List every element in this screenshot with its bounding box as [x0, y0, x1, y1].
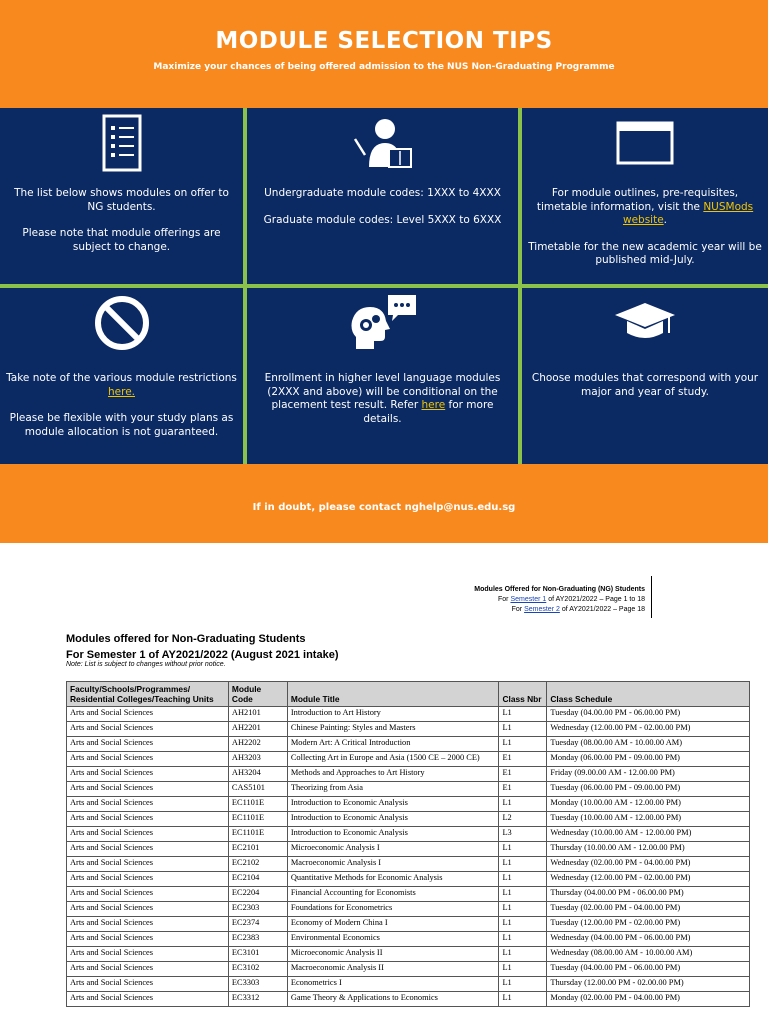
table-cell: Wednesday (04.00.00 PM - 06.00.00 PM) — [547, 932, 750, 947]
table-row — [67, 827, 750, 842]
title-line: For Semester 1 of AY2021/2022 (August 2021 intake) — [66, 649, 339, 661]
tip-text: . — [663, 214, 668, 226]
prohibited-icon — [0, 292, 243, 354]
table-cell: E1 — [499, 782, 547, 797]
table-cell: Arts and Social Sciences — [67, 797, 229, 812]
table-cell: Thursday (12.00.00 PM - 02.00.00 PM) — [547, 977, 750, 992]
table-row — [67, 752, 750, 767]
table-cell: Thursday (10.00.00 AM - 12.00.00 PM) — [547, 842, 750, 857]
column-header: Faculty/Schools/Programmes/ Residential Colleges/Teaching Units — [67, 682, 229, 707]
tip-text: For module outlines, pre-requisites, timetable information, visit the — [536, 187, 739, 213]
table-cell: L1 — [499, 932, 547, 947]
table-cell: Arts and Social Sciences — [67, 737, 229, 752]
table-row — [67, 947, 750, 962]
table-cell: L1 — [499, 707, 547, 722]
tip-card-major — [522, 288, 768, 464]
table-cell: Arts and Social Sciences — [67, 842, 229, 857]
column-header: Module Code — [228, 682, 287, 707]
table-cell: EC2101 — [228, 842, 287, 857]
table-cell: EC3312 — [228, 992, 287, 1007]
table-cell: EC1101E — [228, 827, 287, 842]
tip-card-module-list — [0, 108, 243, 284]
nusmods-website-link[interactable]: NUSMods website — [622, 200, 754, 226]
table-cell: L2 — [499, 812, 547, 827]
table-cell: Economy of Modern China I — [287, 917, 499, 932]
table-cell: Introduction to Economic Analysis — [287, 827, 499, 842]
table-cell: Arts and Social Sciences — [67, 887, 229, 902]
header-text: of AY2021/2022 – Page 18 — [559, 606, 645, 613]
table-row — [67, 902, 750, 917]
table-row — [67, 797, 750, 812]
table-cell: Chinese Painting: Styles and Masters — [287, 722, 499, 737]
table-cell: Arts and Social Sciences — [67, 902, 229, 917]
table-cell: Tuesday (04.00.00 PM - 06.00.00 PM) — [547, 707, 750, 722]
table-cell: AH2201 — [228, 722, 287, 737]
table-cell: Tuesday (12.00.00 PM - 02.00.00 PM) — [547, 917, 750, 932]
table-cell: Introduction to Art History — [287, 707, 499, 722]
table-cell: Modern Art: A Critical Introduction — [287, 737, 499, 752]
poster-subtitle: Maximize your chances of being offered admission to the NUS Non-Graduating Programme — [153, 62, 615, 72]
table-row — [67, 917, 750, 932]
table-row — [67, 737, 750, 752]
table-cell: AH3203 — [228, 752, 287, 767]
restrictions-link[interactable]: here. — [108, 385, 135, 398]
tip-text: for more details. — [363, 399, 494, 425]
table-cell: Tuesday (08.00.00 AM - 10.00.00 AM) — [547, 737, 750, 752]
table-cell: Arts and Social Sciences — [67, 722, 229, 737]
column-header: Module Title — [287, 682, 499, 707]
tip-text: Choose modules that correspond with your major and year of study. — [531, 372, 759, 398]
tips-grid — [0, 108, 768, 464]
table-cell: Arts and Social Sciences — [67, 962, 229, 977]
tip-text: Enrollment in higher level language modules (2XXX and above) will be conditional on the placement test result. Refer — [264, 372, 501, 411]
placement-test-link[interactable]: here — [421, 399, 446, 411]
table-cell: L1 — [499, 917, 547, 932]
table-cell: Microeconomic Analysis I — [287, 842, 499, 857]
table-cell: AH2101 — [228, 707, 287, 722]
table-cell: L1 — [499, 722, 547, 737]
table-cell: Arts and Social Sciences — [67, 767, 229, 782]
table-cell: Theorizing from Asia — [287, 782, 499, 797]
semester-1-link[interactable]: Semester 1 — [510, 596, 547, 603]
header-title: Modules Offered for Non-Graduating (NG) Students — [474, 586, 645, 593]
list-icon — [0, 112, 243, 174]
table-cell: EC2383 — [228, 932, 287, 947]
table-cell: Tuesday (02.00.00 PM - 04.00.00 PM) — [547, 902, 750, 917]
table-cell: Microeconomic Analysis II — [287, 947, 499, 962]
table-cell: Tuesday (10.00.00 AM - 12.00.00 PM) — [547, 812, 750, 827]
modules-table — [66, 681, 750, 1007]
table-cell: Wednesday (10.00.00 AM - 12.00.00 PM) — [547, 827, 750, 842]
document-header-box — [420, 576, 652, 618]
contact-line: If in doubt, please contact nghelp@nus.edu.sg — [252, 502, 516, 513]
table-cell: EC2102 — [228, 857, 287, 872]
table-cell: EC3102 — [228, 962, 287, 977]
tip-text: The list below shows modules on offer to NG students. — [14, 187, 229, 213]
table-row — [67, 722, 750, 737]
table-cell: Monday (06.00.00 PM - 09.00.00 PM) — [547, 752, 750, 767]
header-text: For — [498, 596, 511, 603]
table-cell: L1 — [499, 977, 547, 992]
table-cell: Arts and Social Sciences — [67, 917, 229, 932]
table-cell: Arts and Social Sciences — [67, 872, 229, 887]
poster-title: MODULE SELECTION TIPS — [215, 28, 553, 54]
table-row — [67, 767, 750, 782]
table-cell: Wednesday (02.00.00 PM - 04.00.00 PM) — [547, 857, 750, 872]
table-row — [67, 887, 750, 902]
table-cell: Econometrics I — [287, 977, 499, 992]
table-cell: Wednesday (12.00.00 PM - 02.00.00 PM) — [547, 872, 750, 887]
table-cell: L1 — [499, 902, 547, 917]
teacher-icon — [247, 114, 518, 176]
table-cell: Monday (10.00.00 AM - 12.00.00 PM) — [547, 797, 750, 812]
title-line: Modules offered for Non-Graduating Students — [66, 633, 306, 645]
table-cell: EC3101 — [228, 947, 287, 962]
table-cell: Arts and Social Sciences — [67, 932, 229, 947]
tip-text: Please be flexible with your study plans as module allocation is not guaranteed. — [9, 412, 234, 438]
header-text: For — [511, 606, 525, 613]
tip-text: Please note that module offerings are subject to change. — [22, 227, 221, 253]
table-cell: AH3204 — [228, 767, 287, 782]
tip-card-language-modules — [247, 288, 518, 464]
table-cell: Arts and Social Sciences — [67, 977, 229, 992]
table-cell: EC2303 — [228, 902, 287, 917]
tip-text: Take note of the various module restrictions — [6, 372, 237, 384]
table-cell: L1 — [499, 737, 547, 752]
table-cell: Game Theory & Applications to Economics — [287, 992, 499, 1007]
table-cell: EC1101E — [228, 812, 287, 827]
table-cell: EC2204 — [228, 887, 287, 902]
table-cell: EC2104 — [228, 872, 287, 887]
table-cell: Methods and Approaches to Art History — [287, 767, 499, 782]
table-cell: L1 — [499, 992, 547, 1007]
tip-card-nusmods — [522, 108, 768, 284]
table-cell: Wednesday (08.00.00 AM - 10.00.00 AM) — [547, 947, 750, 962]
table-cell: Tuesday (06.00.00 PM - 09.00.00 PM) — [547, 782, 750, 797]
table-cell: EC1101E — [228, 797, 287, 812]
document-note: Note: List is subject to changes without prior notice. — [66, 661, 226, 668]
table-row — [67, 857, 750, 872]
table-cell: EC3303 — [228, 977, 287, 992]
table-row — [67, 932, 750, 947]
table-cell: AH2202 — [228, 737, 287, 752]
table-row — [67, 842, 750, 857]
table-row — [67, 962, 750, 977]
table-cell: Tuesday (04.00.00 PM - 06.00.00 PM) — [547, 962, 750, 977]
tip-card-module-codes — [247, 108, 518, 284]
browser-window-icon — [522, 112, 768, 174]
tip-text: Undergraduate module codes: 1XXX to 4XXX — [264, 187, 501, 199]
table-cell: Wednesday (12.00.00 PM - 02.00.00 PM) — [547, 722, 750, 737]
table-row — [67, 992, 750, 1007]
table-cell: Introduction to Economic Analysis — [287, 812, 499, 827]
table-cell: Arts and Social Sciences — [67, 782, 229, 797]
graduation-cap-icon — [522, 292, 768, 354]
table-cell: Arts and Social Sciences — [67, 947, 229, 962]
table-cell: Arts and Social Sciences — [67, 707, 229, 722]
table-cell: E1 — [499, 752, 547, 767]
table-cell: EC2374 — [228, 917, 287, 932]
table-cell: Foundations for Econometrics — [287, 902, 499, 917]
table-cell: Thursday (04.00.00 PM - 06.00.00 PM) — [547, 887, 750, 902]
table-row — [67, 812, 750, 827]
table-cell: Macroeconomic Analysis I — [287, 857, 499, 872]
table-cell: L1 — [499, 962, 547, 977]
tip-text: Timetable for the new academic year will be published mid-July. — [528, 240, 762, 266]
table-cell: Environmental Economics — [287, 932, 499, 947]
tip-card-restrictions — [0, 288, 243, 464]
table-cell: L3 — [499, 827, 547, 842]
table-cell: CAS5101 — [228, 782, 287, 797]
table-cell: Collecting Art in Europe and Asia (1500 CE – 2000 CE) — [287, 752, 499, 767]
column-header: Class Nbr — [499, 682, 547, 707]
table-cell: Macroeconomic Analysis II — [287, 962, 499, 977]
table-cell: L1 — [499, 872, 547, 887]
table-cell: Friday (09.00.00 AM - 12.00.00 PM) — [547, 767, 750, 782]
table-header-row — [67, 682, 750, 707]
semester-2-link[interactable]: Semester 2 — [524, 606, 560, 613]
table-cell: L1 — [499, 857, 547, 872]
table-cell: L1 — [499, 842, 547, 857]
table-cell: L1 — [499, 947, 547, 962]
table-cell: Introduction to Economic Analysis — [287, 797, 499, 812]
table-cell: Arts and Social Sciences — [67, 812, 229, 827]
table-cell: Quantitative Methods for Economic Analysis — [287, 872, 499, 887]
table-row — [67, 707, 750, 722]
table-cell: Arts and Social Sciences — [67, 827, 229, 842]
table-cell: Financial Accounting for Economists — [287, 887, 499, 902]
table-cell: L1 — [499, 797, 547, 812]
table-cell: L1 — [499, 887, 547, 902]
table-row — [67, 977, 750, 992]
table-cell: E1 — [499, 767, 547, 782]
head-gears-speech-icon — [247, 292, 518, 354]
table-row — [67, 872, 750, 887]
table-cell: Arts and Social Sciences — [67, 752, 229, 767]
table-cell: Arts and Social Sciences — [67, 992, 229, 1007]
document-title — [66, 631, 338, 663]
header-text: of AY2021/2022 – Page 1 to 18 — [546, 596, 645, 603]
table-row — [67, 782, 750, 797]
table-cell: Monday (02.00.00 PM - 04.00.00 PM) — [547, 992, 750, 1007]
table-cell: Arts and Social Sciences — [67, 857, 229, 872]
table-body — [67, 707, 750, 1007]
tip-text: Graduate module codes: Level 5XXX to 6XXX — [263, 213, 502, 226]
column-header: Class Schedule — [547, 682, 750, 707]
